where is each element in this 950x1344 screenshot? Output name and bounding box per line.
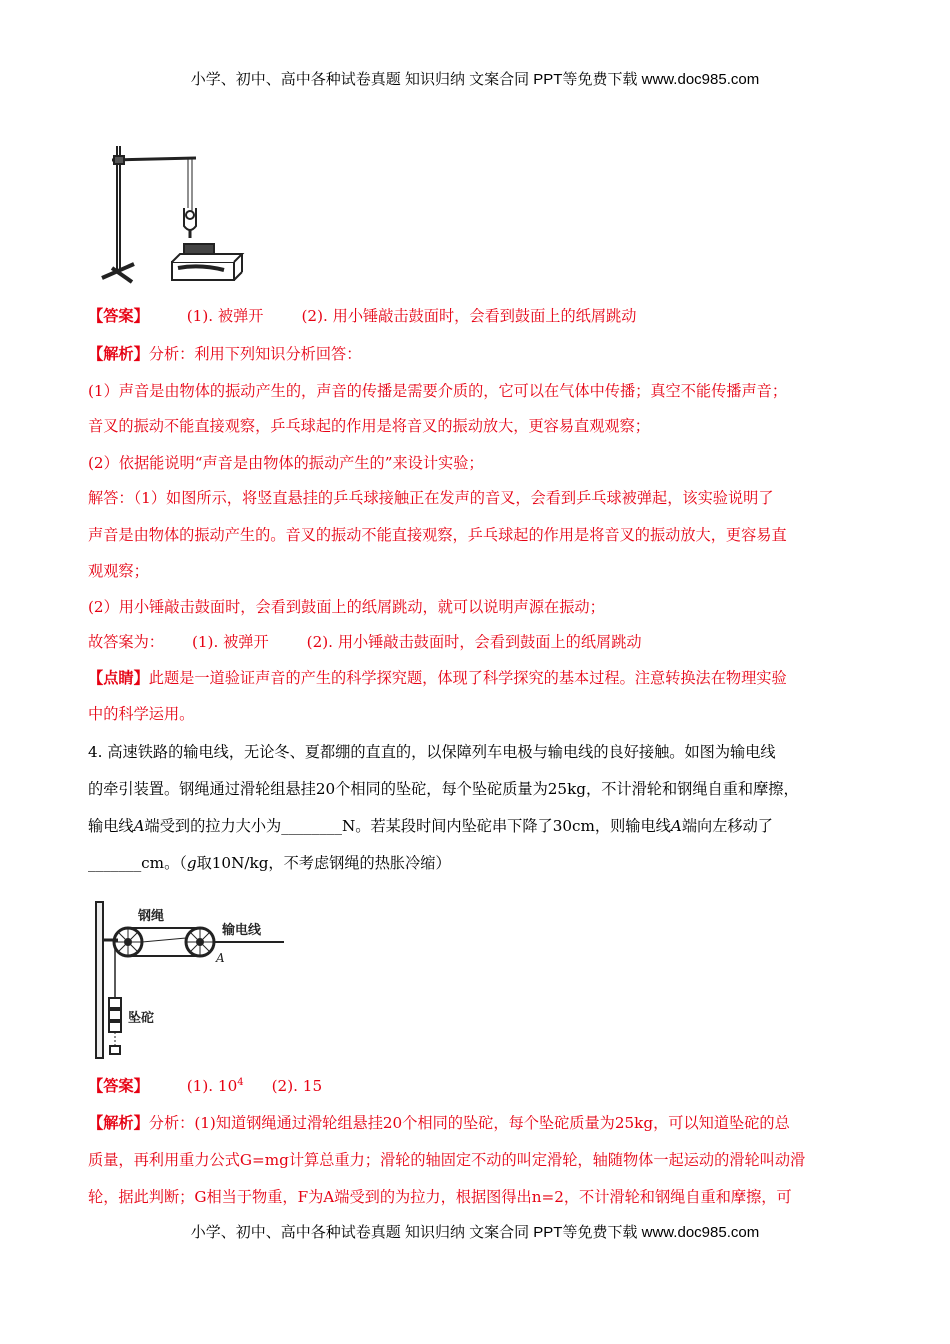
answer-tag: 【答案】	[88, 307, 149, 325]
page-header: 小学、初中、高中各种试卷真题 知识归纳 文案合同 PPT等免费下载 www.doc985.com	[190, 71, 760, 88]
figure-label-wire: 输电线	[222, 923, 262, 938]
stem-variable: A	[670, 817, 682, 835]
comment-tag: 【点睛】	[88, 669, 149, 687]
final-item-1: (1). 被弹开	[191, 633, 269, 651]
stem-text: 端受到的拉力大小为________N。若某段时间内坠砣串下降了30cm，则输电线	[144, 817, 671, 835]
final-item-2: (2). 用小锤敲击鼓面时，会看到鼓面上的纸屑跳动	[306, 633, 642, 651]
q4-analysis-line: 质量，再利用重力公式G=mg计算总重力；滑轮的轴固定不动的叫定滑轮，轴随物体一起运动的滑轮叫动滑	[88, 1151, 806, 1169]
q3-solution-line: (2）用小锤敲击鼓面时，会看到鼓面上的纸屑跳动，就可以说明声源在振动；	[88, 598, 605, 616]
analysis-text: 分析：(1)知道钢绳通过滑轮组悬挂20个相同的坠砣，每个坠砣质量为25kg，可以知道坠砣的总	[148, 1114, 790, 1132]
answer-item-2: (2). 用小锤敲击鼓面时，会看到鼓面上的纸屑跳动	[301, 307, 637, 325]
stem-text: 端向左移动了	[681, 817, 773, 835]
answer-item-1: (1). 被弹开	[186, 307, 264, 325]
q4-stem-line: 4. 高速铁路的输电线，无论冬、夏都绷的直直的，以保障列车电极与输电线的良好接触。如图为输电线	[88, 743, 776, 761]
stem-text: _______cm。（	[88, 854, 187, 872]
analysis-tag: 【解析】	[88, 1114, 149, 1132]
analysis-tag: 【解析】	[88, 345, 149, 363]
q4-analysis	[88, 1113, 790, 1133]
q4-stem-line	[88, 853, 451, 873]
stem-variable: g	[186, 854, 197, 872]
q3-analysis-intro	[88, 344, 361, 364]
figure-label-rope: 钢绳	[138, 909, 165, 924]
q3-analysis-line: (1）声音是由物体的振动产生的，声音的传播是需要介质的，它可以在气体中传播；真空不能传播声音；	[88, 382, 788, 400]
page-footer: 小学、初中、高中各种试卷真题 知识归纳 文案合同 PPT等免费下载 www.doc985.com	[190, 1224, 760, 1241]
q4-stem-line	[88, 816, 773, 836]
q3-analysis-line: 音叉的振动不能直接观察，乒乓球起的作用是将音叉的振动放大，更容易直观观察；	[88, 417, 650, 435]
q3-comment-line: 中的科学运用。	[88, 705, 195, 723]
comment-text: 此题是一道验证声音的产生的科学探究题，体现了科学探究的基本过程。注意转换法在物理实验	[148, 669, 787, 687]
answer-item-1: (1). 10	[186, 1077, 238, 1095]
answer-item-2: (2). 15	[271, 1077, 323, 1095]
q3-analysis-line: (2）依据能说明“声音是由物体的振动产生的”来设计实验；	[88, 454, 484, 472]
q4-analysis-line: 轮，据此判断；G相当于物重，F为A端受到的为拉力，根据图得出n=2，不计滑轮和钢绳自重和摩擦，可	[88, 1188, 792, 1206]
tuning-fork-figure	[100, 142, 250, 287]
q3-solution-line: 观观察；	[88, 562, 149, 580]
stem-text: 取10N/kg，不考虑钢绳的热胀冷缩）	[196, 854, 451, 872]
figure-label-weights: 坠砣	[128, 1011, 155, 1026]
q3-final-answer	[88, 632, 642, 652]
stem-variable: A	[133, 817, 145, 835]
pulley-figure	[88, 898, 288, 1063]
answer-tag: 【答案】	[88, 1077, 149, 1095]
q4-stem-line: 的牵引装置。钢绳通过滑轮组悬挂20个相同的坠砣，每个坠砣质量为25kg，不计滑轮和钢绳自重和摩擦，	[88, 780, 799, 798]
answer-exponent: 4	[237, 1076, 244, 1088]
q4-answer	[88, 1076, 322, 1096]
final-prefix: 故答案为：	[88, 633, 164, 651]
stem-text: 输电线	[88, 817, 134, 835]
q3-solution-line: 声音是由物体的振动产生的。音叉的振动不能直接观察，乒乓球起的作用是将音叉的振动放大，更容易直	[88, 526, 787, 544]
q3-comment	[88, 668, 787, 688]
q3-answer	[88, 306, 636, 326]
analysis-text: 分析：利用下列知识分析回答：	[148, 345, 362, 363]
q3-solution-line: 解答：（1）如图所示，将竖直悬挂的乒乓球接触正在发声的音叉，会看到乒乓球被弹起，该实验说明了	[88, 489, 774, 507]
figure-label-point: A	[216, 951, 225, 965]
